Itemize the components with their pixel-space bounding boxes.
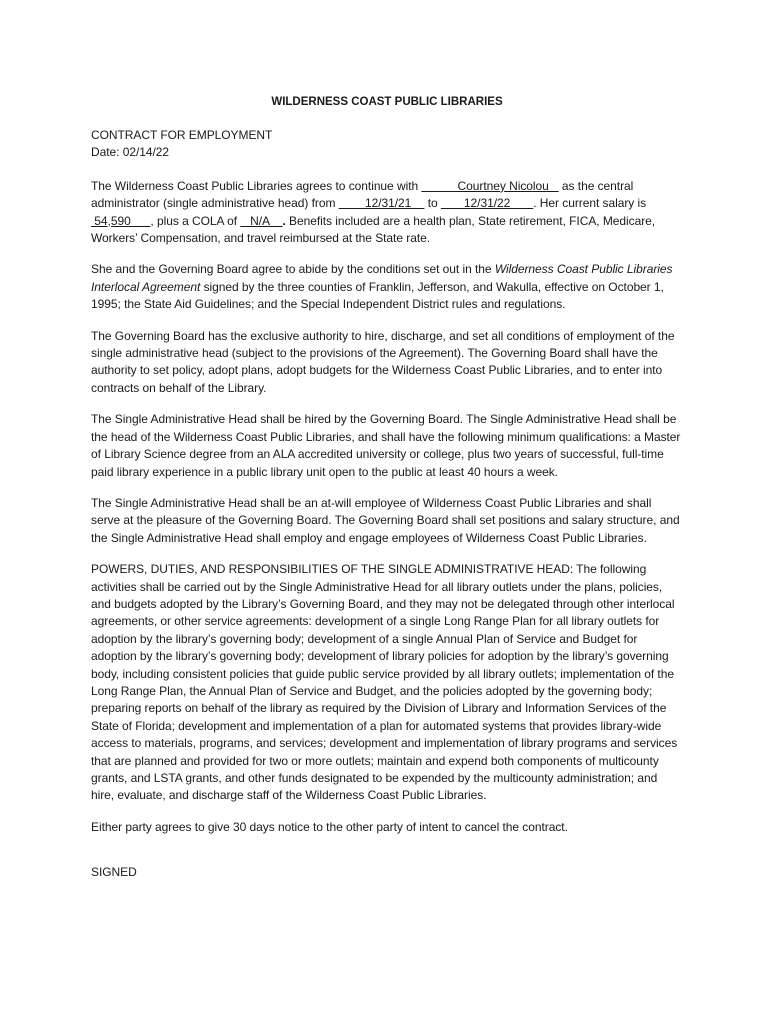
contract-heading: CONTRACT FOR EMPLOYMENT bbox=[91, 128, 273, 142]
paragraph-cancellation: Either party agrees to give 30 days notice to the other party of intent to cancel the contract. bbox=[91, 819, 568, 834]
paragraph-qualifications: The Single Administrative Head shall be hired by the Governing Board. The Single Administrative Head shall be the head of the Wilderness Coast Public Libraries, and shall have the following minimum qualifications: a Master of Library Science degree from an ALA accredited university or college, plus two years of successful, full-time paid library experience in a public library unit open to the public at least 40 hours a week. bbox=[91, 412, 681, 479]
paragraph-duties: POWERS, DUTIES, AND RESPONSIBILITIES OF THE SINGLE ADMINISTRATIVE HEAD: The following activities shall be carried out by the Single Administrative Head for all library outlets under the plans, policies, and budgets adopted by the Library’s Governing Board, and they may not be delegated through other interlocal agreements, or other service agreements: development of a single Long Range Plan for all library outlets for adoption by the library’s governing body; development of a single Annual Plan of Service and Budget for adoption by the library’s governing body; development of library policies for adoption by the library’s governing body, including consistent policies that guide public service provided by all library outlets; implementation of the Long Range Plan, the Annual Plan of Service and Budget, and the policies adopted by the governing body; preparing reports on behalf of the library as required by the Division of Library and Information Services of the State of Florida; development and implementation of a plan for automated systems that provides library-wide access to materials, programs, and services; development and implementation of library programs and services that are planned and provided for two or more outlets; maintain and expend both components of multicounty grants, and LSTA grants, and other funds designated to be expended by the multicounty administration; and hire, evaluate, and discharge staff of the Wilderness Coast Public Libraries. bbox=[91, 562, 678, 803]
employee-name-field: Courtney Nicolou bbox=[421, 178, 559, 193]
contract-date: Date: 02/14/22 bbox=[91, 145, 170, 160]
signed-label: SIGNED bbox=[91, 865, 137, 880]
paragraph-agreement: She and the Governing Board agree to abide by the conditions set out in the Wilderness Coast Public Libraries Interlocal Agreement signed by the three counties of Franklin, Jefferson, and Wakulla, effective on October 1, 1995; the State Aid Guidelines; and the Special Independent District rules and regulations. bbox=[91, 262, 673, 312]
document-title: WILDERNESS COAST PUBLIC LIBRARIES bbox=[271, 96, 503, 108]
paragraph-terms: The Wilderness Coast Public Libraries agrees to continue with Courtney Nicolou as the central administrator (single administrative head) from 12/31/21 to 12/31/22 . Her current salary is 54,590 , plus a COLA of N/A . Benefits included are a health plan, State retirement, FICA, Medicare, Workers’ Compensation, and travel reimbursed at the State rate. bbox=[91, 178, 656, 246]
paragraph-at-will: The Single Administrative Head shall be an at-will employee of Wilderness Coast Public Libraries and shall serve at the pleasure of the Governing Board. The Governing Board shall set positions and salary structure, and the Single Administrative Head shall employ and engage employees of Wilderness Coast Public Libraries. bbox=[91, 495, 680, 545]
contract-header bbox=[91, 127, 683, 162]
end-date-field: 12/31/22 bbox=[440, 196, 534, 211]
document-page bbox=[91, 94, 683, 896]
start-date-field: 12/31/21 bbox=[338, 196, 425, 211]
salary-field: 54,590 bbox=[91, 213, 151, 228]
paragraph-authority: The Governing Board has the exclusive authority to hire, discharge, and set all conditions of employment of the single administrative head (subject to the provisions of the Agreement). The Governing Board shall have the authority to set policy, adopt plans, adopt budgets for the Wilderness Coast Public Libraries, and to enter into contracts on behalf of the Library. bbox=[91, 328, 675, 395]
cola-field: N/A bbox=[240, 213, 283, 228]
agreement-name: Wilderness Coast Public Libraries Interlocal Agreement bbox=[91, 262, 673, 294]
